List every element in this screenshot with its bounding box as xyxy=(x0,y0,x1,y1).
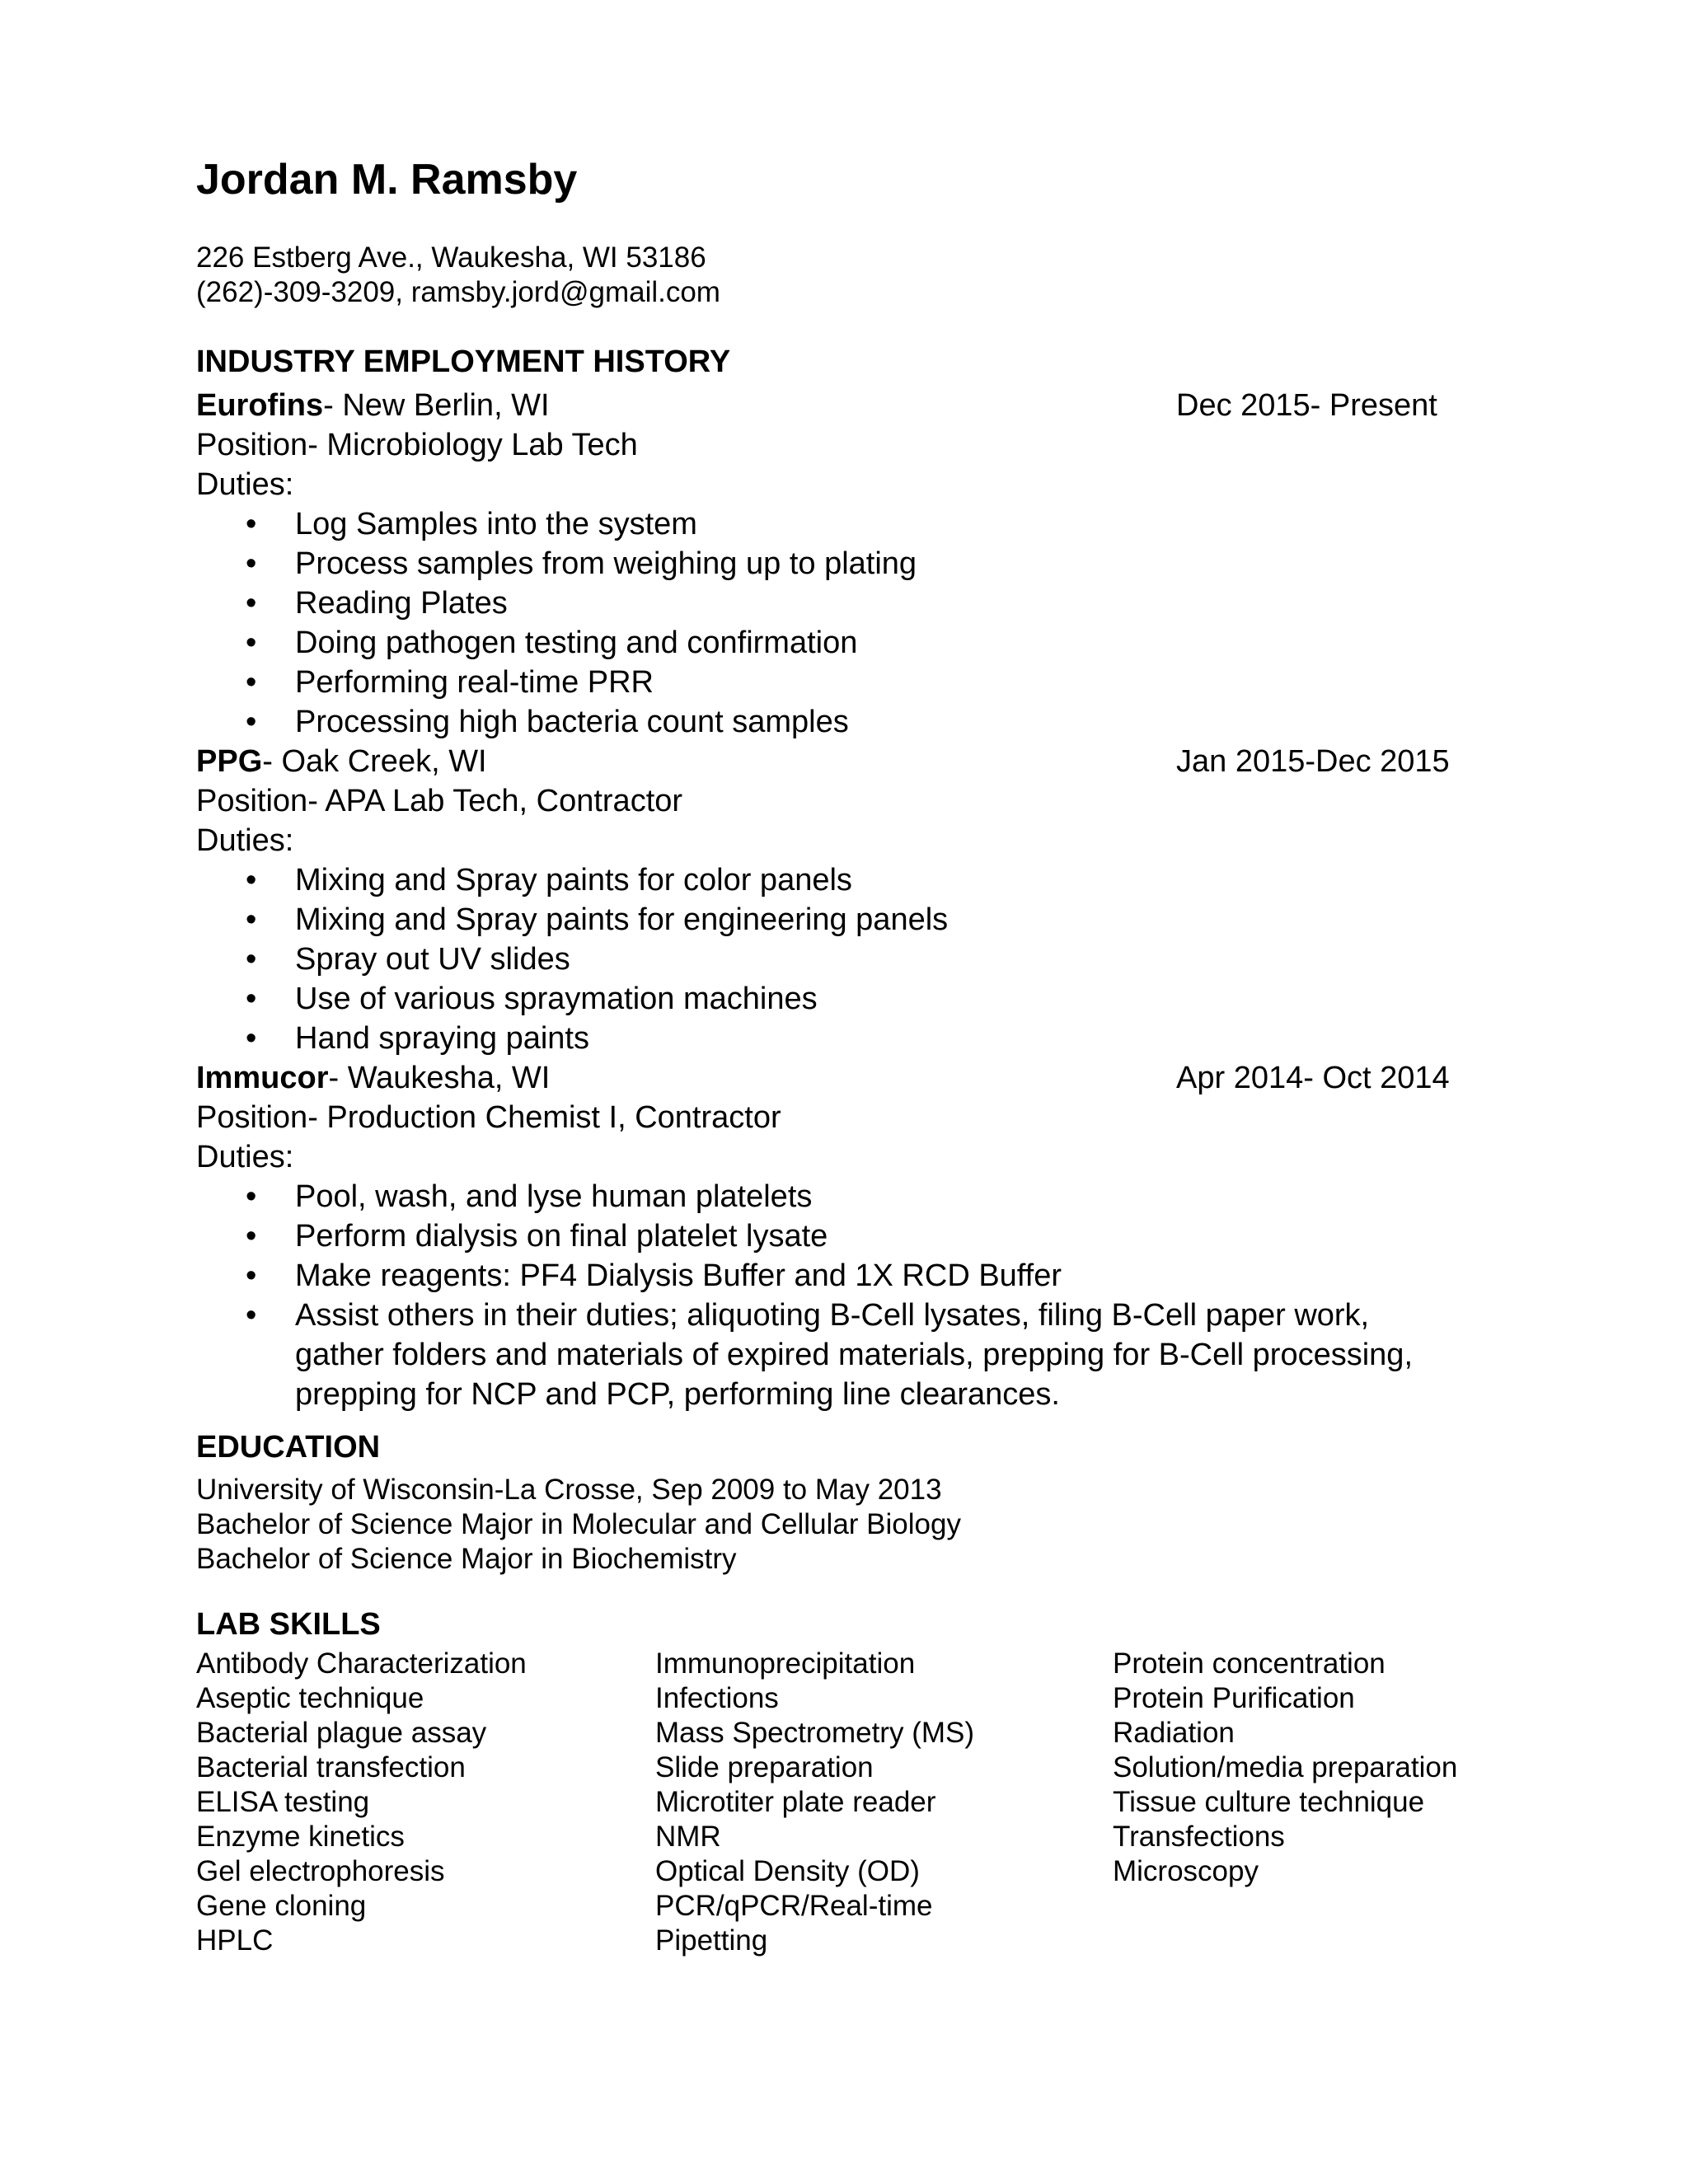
job-dates: Dec 2015- Present xyxy=(1176,388,1437,423)
skill-item: ELISA testing xyxy=(196,1786,370,1818)
bullet-icon: • xyxy=(246,1298,257,1333)
phone-email: (262)-309-3209, ramsby.jord@gmail.com xyxy=(196,276,720,308)
bullet-icon: • xyxy=(246,507,257,541)
skill-item: Pipetting xyxy=(655,1924,768,1957)
duty-item: • Hand spraying paints xyxy=(196,1019,1482,1058)
duty-item: • Performing real-time PRR xyxy=(196,663,1482,702)
company-name: PPG xyxy=(196,744,263,779)
employment-history xyxy=(196,386,1482,1414)
bullet-icon: • xyxy=(246,1179,257,1214)
address: 226 Estberg Ave., Waukesha, WI 53186 xyxy=(196,241,706,274)
job-location: - Oak Creek, WI xyxy=(262,744,487,779)
skill-item: Enzyme kinetics xyxy=(196,1821,405,1853)
bullet-icon: • xyxy=(246,1258,257,1293)
skill-item: Mass Spectrometry (MS) xyxy=(655,1717,974,1749)
job-location: - New Berlin, WI xyxy=(323,388,550,423)
bullet-icon: • xyxy=(246,626,257,660)
bullet-icon: • xyxy=(246,942,257,977)
bullet-icon: • xyxy=(246,982,257,1016)
job-eurofins xyxy=(196,386,1482,742)
lab-skills-heading: LAB SKILLS xyxy=(196,1607,381,1642)
employment-heading: INDUSTRY EMPLOYMENT HISTORY xyxy=(196,344,731,379)
bullet-icon: • xyxy=(246,665,257,700)
job-position: Position- Production Chemist I, Contractor xyxy=(196,1100,781,1135)
skills-column-3 xyxy=(1113,1647,1457,1889)
bullet-icon: • xyxy=(246,1021,257,1056)
bullet-icon: • xyxy=(246,586,257,621)
duty-item: • Spray out UV slides xyxy=(196,940,1482,979)
skill-item: Tissue culture technique xyxy=(1113,1786,1425,1818)
skill-item: Immunoprecipitation xyxy=(655,1647,916,1680)
skill-item: Aseptic technique xyxy=(196,1682,424,1714)
bullet-icon: • xyxy=(246,1219,257,1254)
skill-item: Infections xyxy=(655,1682,779,1714)
education-heading: EDUCATION xyxy=(196,1430,381,1465)
education-line: Bachelor of Science Major in Biochemistry xyxy=(196,1543,737,1575)
job-ppg xyxy=(196,742,1482,1058)
skill-item: Gel electrophoresis xyxy=(196,1855,445,1887)
education-block xyxy=(196,1473,961,1577)
skills-column-1 xyxy=(196,1647,527,1958)
duty-item: • Reading Plates xyxy=(196,583,1482,623)
skill-item: Microscopy xyxy=(1113,1855,1259,1887)
duty-item: • Assist others in their duties; aliquoting B-Cell lysates, filing B-Cell paper work, gather folders and materials of expired materials, prepping for B-Cell processing, prepping for NCP and PCP, performing line clearances. xyxy=(196,1296,1482,1414)
job-immucor xyxy=(196,1058,1482,1414)
duties-label: Duties: xyxy=(196,467,294,502)
skill-item: NMR xyxy=(655,1821,721,1853)
duties-list xyxy=(196,860,1482,1058)
duty-item: • Log Samples into the system xyxy=(196,504,1482,544)
skill-item: Radiation xyxy=(1113,1717,1235,1749)
company-name: Immucor xyxy=(196,1061,329,1095)
duty-item: • Perform dialysis on final platelet lysate xyxy=(196,1216,1482,1256)
duties-list xyxy=(196,504,1482,742)
company-name: Eurofins xyxy=(196,388,324,423)
skills-column-2 xyxy=(655,1647,974,1958)
duty-item: • Make reagents: PF4 Dialysis Buffer and 1X RCD Buffer xyxy=(196,1256,1482,1296)
duty-item: • Processing high bacteria count samples xyxy=(196,702,1482,742)
skill-item: Bacterial transfection xyxy=(196,1751,466,1783)
skill-item: Bacterial plague assay xyxy=(196,1717,487,1749)
skill-item: Microtiter plate reader xyxy=(655,1786,936,1818)
duty-item: • Mixing and Spray paints for engineering panels xyxy=(196,900,1482,940)
duty-item: • Process samples from weighing up to plating xyxy=(196,544,1482,583)
contact-block xyxy=(196,241,720,310)
skill-item: Transfections xyxy=(1113,1821,1285,1853)
duty-item: • Pool, wash, and lyse human platelets xyxy=(196,1177,1482,1216)
duties-label: Duties: xyxy=(196,1140,294,1174)
job-header xyxy=(196,742,1482,781)
skill-item: Protein Purification xyxy=(1113,1682,1355,1714)
skill-item: HPLC xyxy=(196,1924,274,1957)
job-dates: Apr 2014- Oct 2014 xyxy=(1176,1061,1450,1095)
job-dates: Jan 2015-Dec 2015 xyxy=(1176,744,1450,779)
duties-list xyxy=(196,1177,1482,1414)
job-header xyxy=(196,1058,1482,1098)
duty-item: • Doing pathogen testing and confirmation xyxy=(196,623,1482,663)
bullet-icon: • xyxy=(246,902,257,937)
skill-item: Gene cloning xyxy=(196,1890,367,1922)
education-line: Bachelor of Science Major in Molecular and Cellular Biology xyxy=(196,1508,961,1540)
bullet-icon: • xyxy=(246,546,257,581)
education-line: University of Wisconsin-La Crosse, Sep 2009 to May 2013 xyxy=(196,1474,942,1506)
duties-label: Duties: xyxy=(196,823,294,858)
skill-item: Solution/media preparation xyxy=(1113,1751,1458,1783)
skill-item: Protein concentration xyxy=(1113,1647,1386,1680)
job-position: Position- Microbiology Lab Tech xyxy=(196,428,638,462)
skill-item: Antibody Characterization xyxy=(196,1647,527,1680)
candidate-name: Jordan M. Ramsby xyxy=(196,156,578,204)
skill-item: Optical Density (OD) xyxy=(655,1855,920,1887)
job-location: - Waukesha, WI xyxy=(328,1061,551,1095)
duty-item: • Use of various spraymation machines xyxy=(196,979,1482,1019)
duty-item: • Mixing and Spray paints for color panels xyxy=(196,860,1482,900)
bullet-icon: • xyxy=(246,863,257,898)
skill-item: PCR/qPCR/Real-time xyxy=(655,1890,933,1922)
bullet-icon: • xyxy=(246,705,257,739)
job-position: Position- APA Lab Tech, Contractor xyxy=(196,784,683,818)
skill-item: Slide preparation xyxy=(655,1751,874,1783)
job-header xyxy=(196,386,1482,425)
